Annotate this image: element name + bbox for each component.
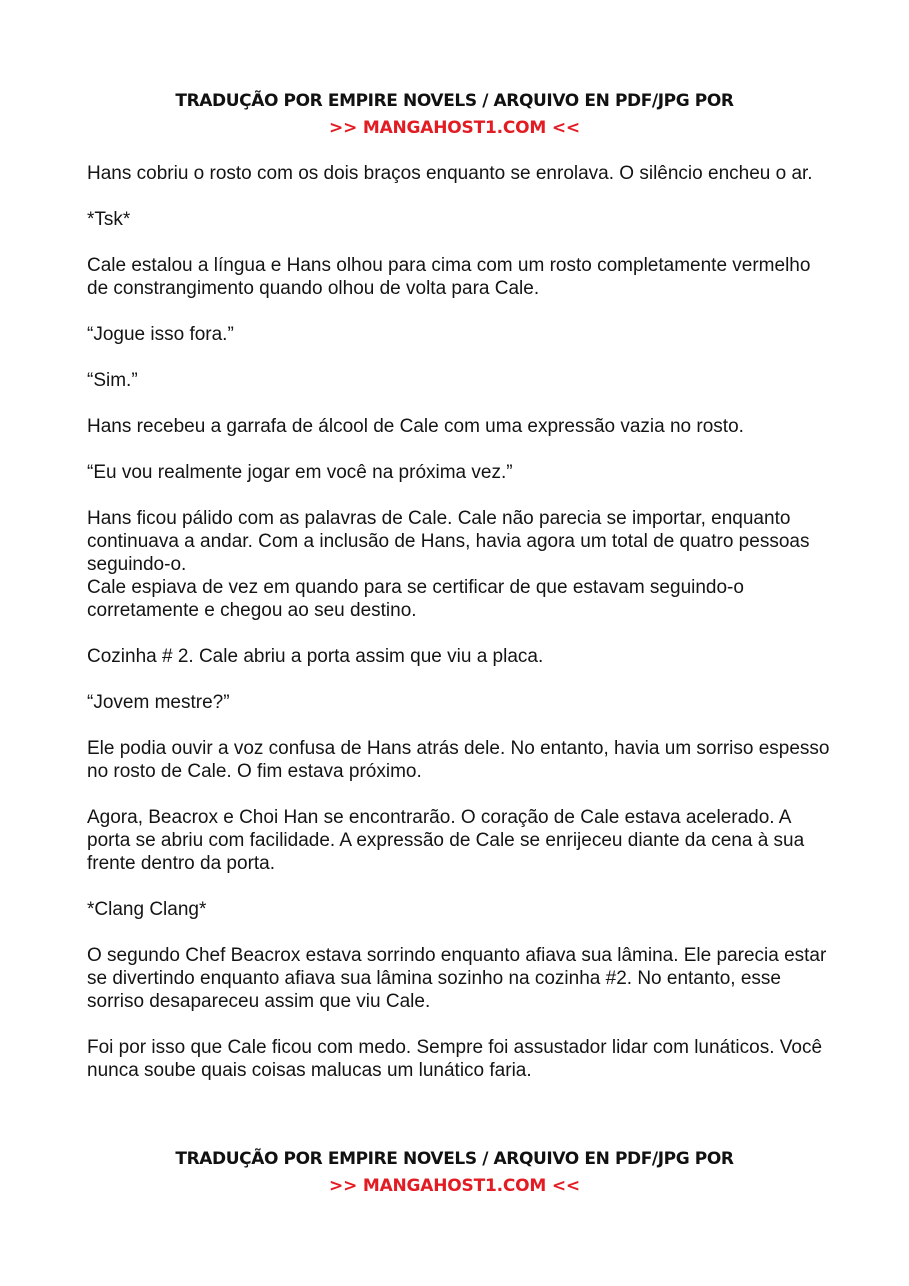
- translation-credit: TRADUÇÃO POR EMPIRE NOVELS / ARQUIVO EN PDF/JPG POR: [175, 1149, 734, 1169]
- paragraph: Cale espiava de vez em quando para se certificar de que estavam seguindo-o corretamente e chegou ao seu destino.: [87, 577, 744, 621]
- page-header: [0, 88, 909, 142]
- site-link[interactable]: >> MANGAHOST1.COM <<: [329, 1176, 580, 1196]
- paragraph: Hans cobriu o rosto com os dois braços enquanto se enrolava. O silêncio encheu o ar.: [87, 163, 813, 184]
- translation-credit: TRADUÇÃO POR EMPIRE NOVELS / ARQUIVO EN PDF/JPG POR: [175, 91, 734, 111]
- paragraph: “Jogue isso fora.”: [87, 324, 234, 345]
- paragraph: Cale estalou a língua e Hans olhou para cima com um rosto completamente vermelho de constrangimento quando olhou de volta para Cale.: [87, 255, 811, 299]
- site-link[interactable]: >> MANGAHOST1.COM <<: [329, 118, 580, 138]
- paragraph: *Tsk*: [87, 209, 131, 230]
- paragraph: Ele podia ouvir a voz confusa de Hans atrás dele. No entanto, havia um sorriso espesso no rosto de Cale. O fim estava próximo.: [87, 738, 830, 782]
- paragraph: “Sim.”: [87, 370, 138, 391]
- paragraph: Foi por isso que Cale ficou com medo. Sempre foi assustador lidar com lunáticos. Você nunca soube quais coisas malucas um lunático faria.: [87, 1037, 823, 1081]
- chapter-body: [87, 162, 832, 1105]
- page-footer: [0, 1146, 909, 1200]
- paragraph: “Eu vou realmente jogar em você na próxima vez.”: [87, 462, 513, 483]
- paragraph: Cozinha # 2. Cale abriu a porta assim que viu a placa.: [87, 646, 544, 667]
- paragraph: Hans recebeu a garrafa de álcool de Cale com uma expressão vazia no rosto.: [87, 416, 744, 437]
- paragraph: Agora, Beacrox e Choi Han se encontrarão. O coração de Cale estava acelerado. A porta se abriu com facilidade. A expressão de Cale se enrijeceu diante da cena à sua frente dentro da porta.: [87, 807, 805, 874]
- paragraph: O segundo Chef Beacrox estava sorrindo enquanto afiava sua lâmina. Ele parecia estar se divertindo enquanto afiava sua lâmina sozinho na cozinha #2. No entanto, esse sorriso desapareceu assim que viu Cale.: [87, 945, 827, 1012]
- paragraph: *Clang Clang*: [87, 899, 207, 920]
- paragraph: Hans ficou pálido com as palavras de Cale. Cale não parecia se importar, enquanto continuava a andar. Com a inclusão de Hans, havia agora um total de quatro pessoas seguindo-o.: [87, 508, 810, 575]
- paragraph: “Jovem mestre?”: [87, 692, 230, 713]
